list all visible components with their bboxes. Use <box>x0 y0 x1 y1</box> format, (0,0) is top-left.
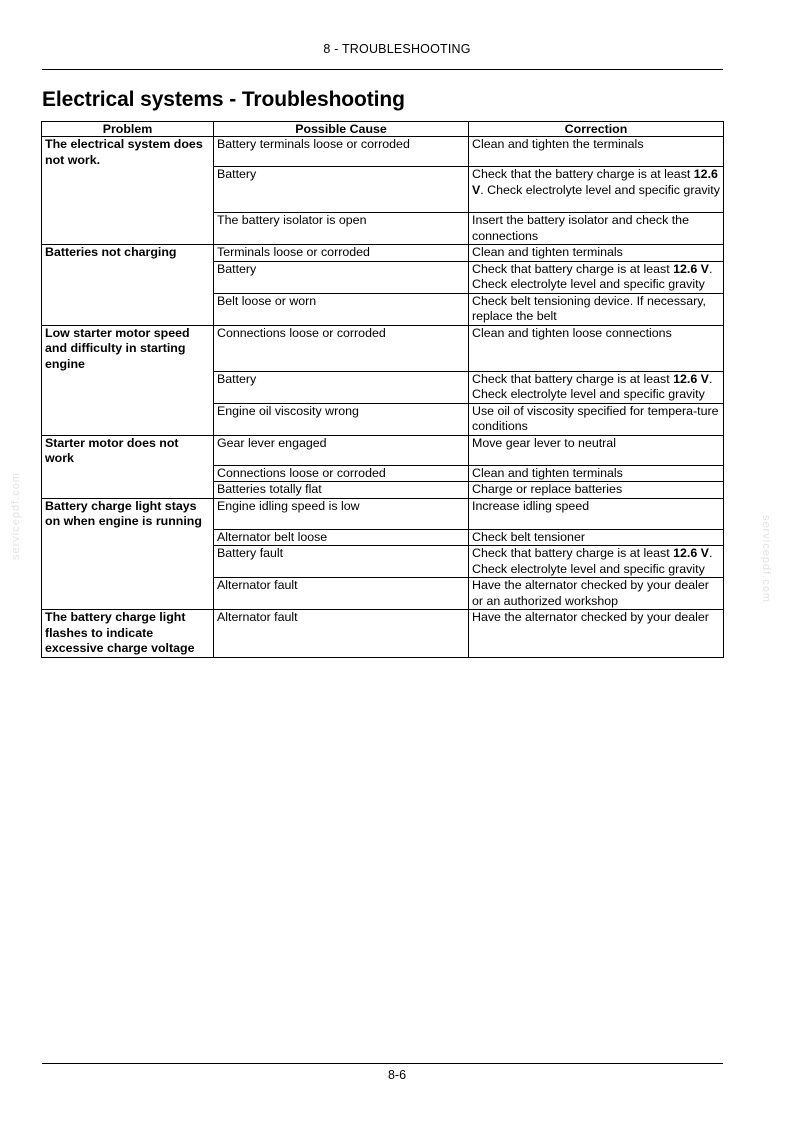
page-title: Electrical systems - Troubleshooting <box>42 88 405 111</box>
troubleshooting-table <box>41 121 724 658</box>
footer-rule <box>42 1063 723 1064</box>
correction-cell: Insert the battery isolator and check the connections <box>469 213 724 245</box>
table-body <box>42 137 724 658</box>
correction-cell: Move gear lever to neutral <box>469 435 724 465</box>
table-row <box>42 610 724 658</box>
cause-cell: Terminals loose or corroded <box>214 245 469 262</box>
watermark-left: servicepdf.com <box>10 472 22 560</box>
problem-cell: The battery charge light flashes to indicate excessive charge voltage <box>42 610 214 658</box>
table-row <box>42 245 724 262</box>
correction-cell: Check belt tensioning device. If necessary, replace the belt <box>469 293 724 325</box>
correction-cell: Increase idling speed <box>469 498 724 529</box>
cause-cell: Engine oil viscosity wrong <box>214 403 469 435</box>
correction-cell <box>469 546 724 578</box>
correction-text: . Check electrolyte level and specific gravity <box>472 546 713 576</box>
correction-cell <box>469 167 724 213</box>
voltage-value: 12.6 V <box>673 261 709 276</box>
column-header-cause: Possible Cause <box>214 122 469 137</box>
cause-cell: Battery terminals loose or corroded <box>214 137 469 167</box>
correction-cell: Check belt tensioner <box>469 529 724 546</box>
cause-cell: Batteries totally flat <box>214 482 469 499</box>
column-header-correction: Correction <box>469 122 724 137</box>
cause-cell: Alternator fault <box>214 610 469 658</box>
correction-text: Check that battery charge is at least <box>472 546 674 560</box>
header-rule <box>42 69 723 70</box>
problem-cell: Battery charge light stays on when engine is running <box>42 498 214 610</box>
table-row <box>42 498 724 529</box>
correction-cell: Clean and tighten the terminals <box>469 137 724 167</box>
problem-cell: Starter motor does not work <box>42 435 214 498</box>
page-number: 8-6 <box>387 1068 407 1082</box>
table-row <box>42 435 724 465</box>
correction-cell: Clean and tighten loose connections <box>469 325 724 371</box>
watermark-right: servicepdf.com <box>760 515 772 603</box>
correction-cell <box>469 371 724 403</box>
correction-cell: Have the alternator checked by your dealer <box>469 610 724 658</box>
table-row <box>42 325 724 371</box>
correction-text: Check that battery charge is at least <box>472 371 674 386</box>
correction-text: . Check electrolyte level and specific gravity <box>472 261 713 291</box>
correction-cell: Have the alternator checked by your dealer or an authorized workshop <box>469 578 724 610</box>
cause-cell: Alternator fault <box>214 578 469 610</box>
cause-cell: Connections loose or corroded <box>214 325 469 371</box>
problem-cell: Low starter motor speed and difficulty in starting engine <box>42 325 214 435</box>
cause-cell: Battery <box>214 371 469 403</box>
cause-cell: Gear lever engaged <box>214 435 469 465</box>
cause-cell: Connections loose or corroded <box>214 465 469 482</box>
correction-cell: Use oil of viscosity specified for tempera-ture conditions <box>469 403 724 435</box>
correction-cell: Clean and tighten terminals <box>469 465 724 482</box>
voltage-value: 12.6 V <box>472 167 718 197</box>
cause-cell: Engine idling speed is low <box>214 498 469 529</box>
correction-cell: Charge or replace batteries <box>469 482 724 499</box>
correction-cell <box>469 261 724 293</box>
cause-cell: Battery <box>214 167 469 213</box>
cause-cell: Belt loose or worn <box>214 293 469 325</box>
correction-cell: Clean and tighten terminals <box>469 245 724 262</box>
voltage-value: 12.6 V <box>673 371 709 386</box>
section-header: 8 - TROUBLESHOOTING <box>323 42 471 56</box>
table-row <box>42 137 724 167</box>
voltage-value: 12.6 V <box>673 546 709 560</box>
problem-cell: Batteries not charging <box>42 245 214 326</box>
table-header-row <box>42 122 724 137</box>
cause-cell: Battery <box>214 261 469 293</box>
cause-cell: Battery fault <box>214 546 469 578</box>
correction-text: . Check electrolyte level and specific gravity <box>480 182 720 197</box>
problem-cell: The electrical system does not work. <box>42 137 214 245</box>
cause-cell: The battery isolator is open <box>214 213 469 245</box>
cause-cell: Alternator belt loose <box>214 529 469 546</box>
correction-text: . Check electrolyte level and specific gravity <box>472 371 713 401</box>
correction-text: Check that the battery charge is at least <box>472 167 694 181</box>
correction-text: Check that battery charge is at least <box>472 261 674 276</box>
column-header-problem: Problem <box>42 122 214 137</box>
